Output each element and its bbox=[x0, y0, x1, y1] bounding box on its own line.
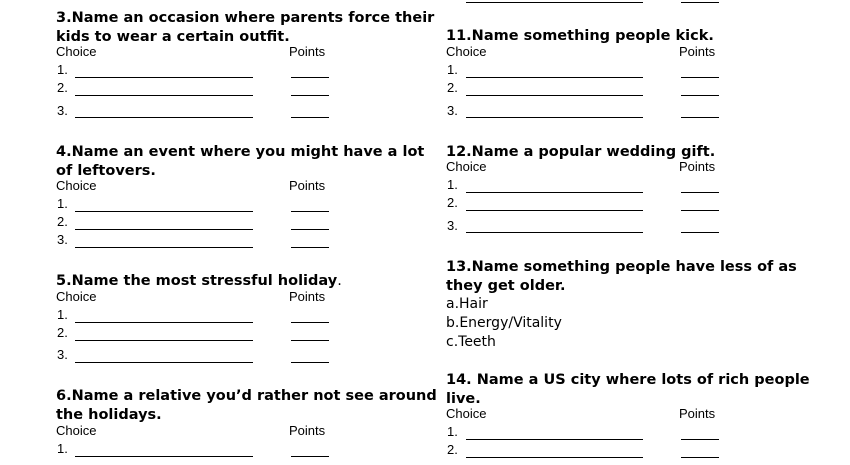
answer-line[interactable] bbox=[466, 439, 643, 440]
item-number: 3. bbox=[447, 103, 458, 118]
points-line[interactable] bbox=[681, 439, 719, 440]
item-number: 2. bbox=[57, 325, 68, 340]
question-5-line1: 5.Name the most stressful holiday bbox=[56, 273, 338, 289]
points-line[interactable] bbox=[291, 117, 329, 118]
answer-line[interactable] bbox=[466, 210, 643, 211]
points-label: Points bbox=[289, 44, 326, 59]
question-6-line1: 6.Name a relative you’d rather not see around bbox=[56, 388, 437, 404]
item-number: 2. bbox=[447, 195, 458, 210]
answer-line[interactable] bbox=[75, 95, 253, 96]
answer-line[interactable] bbox=[466, 95, 643, 96]
choice-label: Choice bbox=[56, 423, 97, 438]
item-number: 2. bbox=[447, 80, 458, 95]
question-6 bbox=[56, 387, 437, 425]
points-label: Points bbox=[289, 289, 326, 304]
item-number: 1. bbox=[57, 62, 68, 77]
prev-answer-line[interactable] bbox=[466, 2, 643, 3]
answer-line[interactable] bbox=[75, 322, 253, 323]
choice-label: Choice bbox=[446, 406, 487, 421]
points-label: Points bbox=[289, 178, 326, 193]
points-line[interactable] bbox=[681, 210, 719, 211]
question-13 bbox=[446, 258, 797, 296]
question-3 bbox=[56, 9, 434, 47]
question-11-line1: 11.Name something people kick. bbox=[446, 28, 714, 44]
answer-line[interactable] bbox=[75, 229, 253, 230]
item-number: 1. bbox=[57, 441, 68, 456]
answer-line[interactable] bbox=[75, 340, 253, 341]
points-label: Points bbox=[289, 423, 326, 438]
item-number: 1. bbox=[57, 307, 68, 322]
points-line[interactable] bbox=[291, 340, 329, 341]
question-13-line2: they get older. bbox=[446, 278, 566, 294]
item-number: 3. bbox=[57, 347, 68, 362]
answer-line[interactable] bbox=[75, 362, 253, 363]
item-number: 2. bbox=[447, 442, 458, 457]
question-14-line1: 14. Name a US city where lots of rich people bbox=[446, 372, 810, 388]
points-line[interactable] bbox=[681, 192, 719, 193]
choice-label: Choice bbox=[56, 178, 97, 193]
item-number: 1. bbox=[57, 196, 68, 211]
points-label: Points bbox=[679, 159, 716, 174]
answer-line[interactable] bbox=[466, 232, 643, 233]
points-line[interactable] bbox=[291, 247, 329, 248]
choice-label: Choice bbox=[446, 159, 487, 174]
choice-label: Choice bbox=[446, 44, 487, 59]
choice-label: Choice bbox=[56, 289, 97, 304]
points-line[interactable] bbox=[681, 77, 719, 78]
points-line[interactable] bbox=[291, 77, 329, 78]
points-line[interactable] bbox=[291, 322, 329, 323]
answer-line[interactable] bbox=[75, 117, 253, 118]
points-label: Points bbox=[679, 44, 716, 59]
item-number: 3. bbox=[57, 103, 68, 118]
points-line[interactable] bbox=[681, 95, 719, 96]
points-line[interactable] bbox=[291, 362, 329, 363]
points-line[interactable] bbox=[681, 457, 719, 458]
item-number: 3. bbox=[447, 218, 458, 233]
question-14 bbox=[446, 371, 810, 409]
points-label: Points bbox=[679, 406, 716, 421]
points-line[interactable] bbox=[291, 229, 329, 230]
answer-line[interactable] bbox=[75, 77, 253, 78]
item-number: 3. bbox=[57, 232, 68, 247]
question-3-line2: kids to wear a certain outfit. bbox=[56, 29, 290, 45]
item-number: 2. bbox=[57, 80, 68, 95]
question-6-line2: the holidays. bbox=[56, 407, 162, 423]
points-line[interactable] bbox=[291, 456, 329, 457]
points-line[interactable] bbox=[291, 211, 329, 212]
answer-line[interactable] bbox=[75, 456, 253, 457]
question-14-line2: live. bbox=[446, 391, 481, 407]
answer-line[interactable] bbox=[466, 192, 643, 193]
item-number: 1. bbox=[447, 62, 458, 77]
points-line[interactable] bbox=[681, 117, 719, 118]
choice-label: Choice bbox=[56, 44, 97, 59]
question-13-line1: 13.Name something people have less of as bbox=[446, 259, 797, 275]
item-number: 2. bbox=[57, 214, 68, 229]
answer-text: c.Teeth bbox=[446, 334, 496, 350]
answer-line[interactable] bbox=[466, 117, 643, 118]
question-4 bbox=[56, 143, 424, 181]
points-line[interactable] bbox=[681, 232, 719, 233]
question-3-line1: 3.Name an occasion where parents force their bbox=[56, 10, 435, 26]
prev-points-line[interactable] bbox=[681, 2, 719, 3]
answer-line[interactable] bbox=[75, 247, 253, 248]
question-4-line1: 4.Name an event where you might have a lot bbox=[56, 144, 425, 160]
points-line[interactable] bbox=[291, 95, 329, 96]
item-number: 1. bbox=[447, 177, 458, 192]
answer-line[interactable] bbox=[466, 77, 643, 78]
question-12-line1: 12.Name a popular wedding gift. bbox=[446, 144, 716, 160]
answer-line[interactable] bbox=[75, 211, 253, 212]
item-number: 1. bbox=[447, 424, 458, 439]
question-4-line2: of leftovers. bbox=[56, 163, 156, 179]
answer-text: a.Hair bbox=[446, 296, 488, 312]
question-5-period: . bbox=[337, 273, 342, 289]
answer-text: b.Energy/Vitality bbox=[446, 315, 562, 331]
answer-line[interactable] bbox=[466, 457, 643, 458]
